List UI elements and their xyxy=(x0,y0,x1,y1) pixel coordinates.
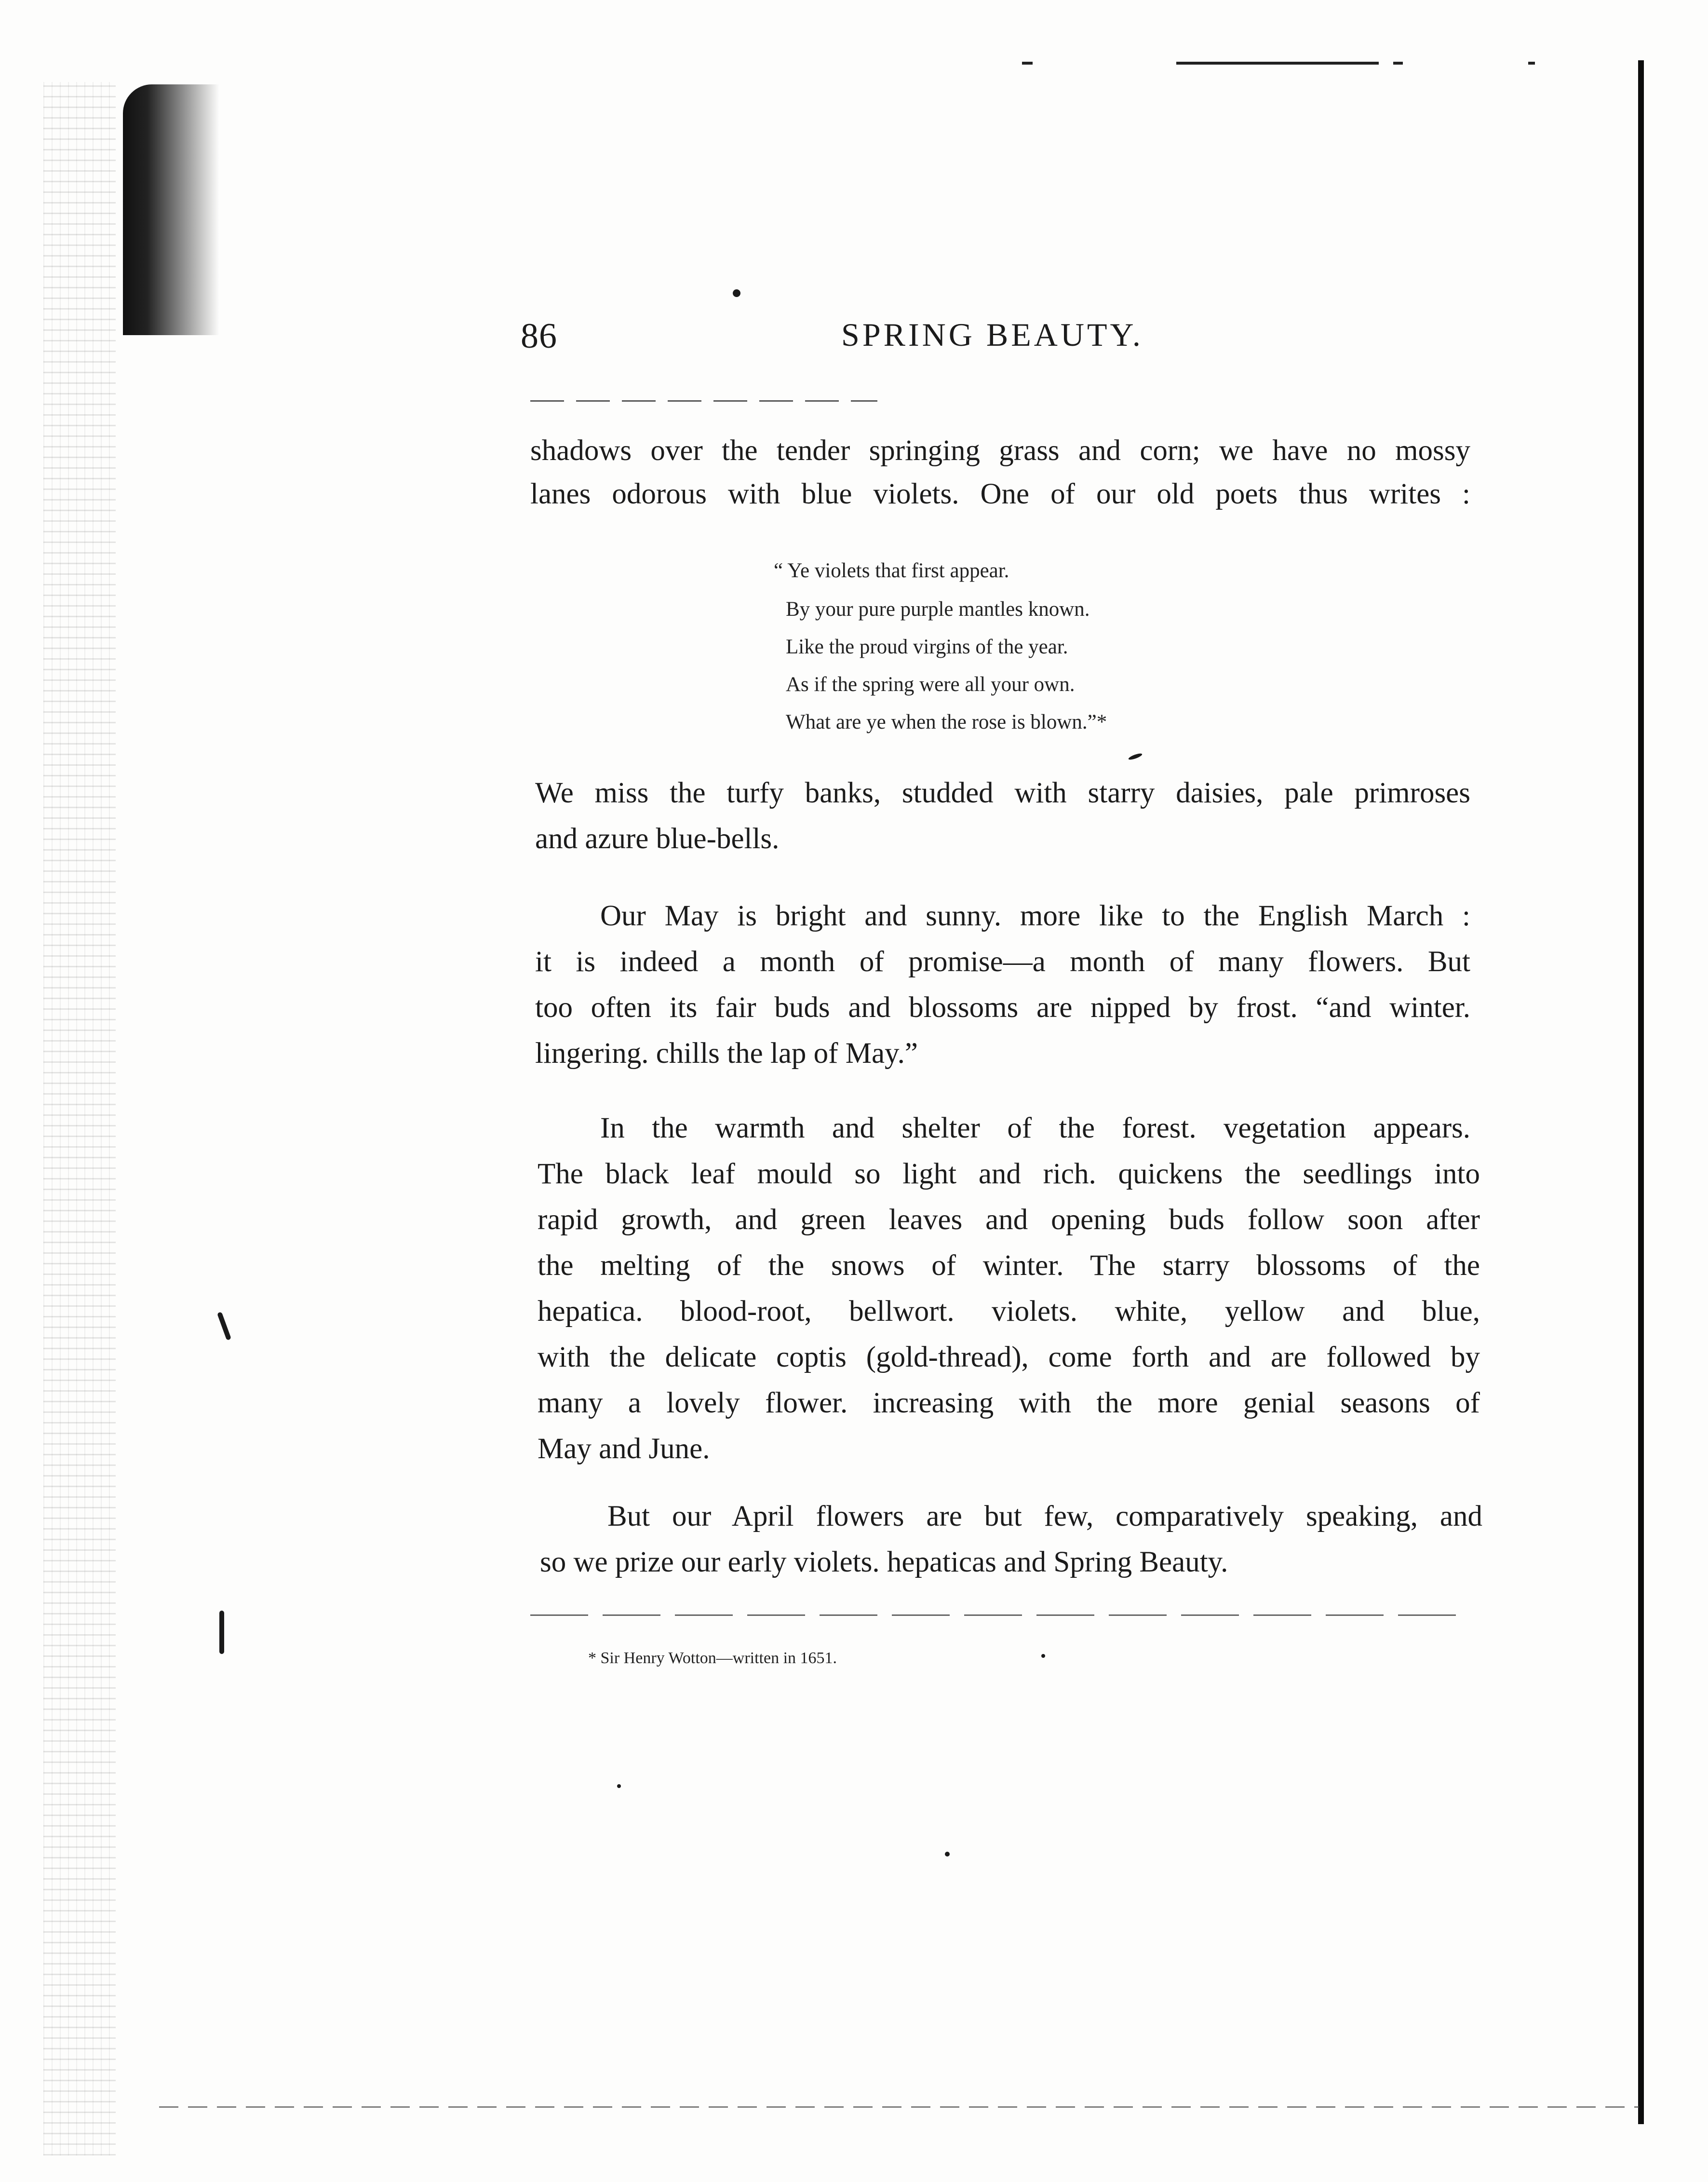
body-line: In the warmth and shelter of the forest. vegetation appears. xyxy=(600,1112,1470,1144)
body-line: lingering. chills the lap of May.” xyxy=(535,1037,918,1070)
body-line: The black leaf mould so light and rich. quickens the seedlings into xyxy=(538,1158,1480,1190)
verse-line: By your pure purple mantles known. xyxy=(786,598,1090,621)
body-line: But our April flowers are but few, comparatively speaking, and xyxy=(607,1500,1482,1532)
bottom-edge-mark xyxy=(159,2106,1639,2108)
speck xyxy=(945,1852,950,1857)
speck xyxy=(617,1784,621,1788)
body-line: it is indeed a month of promise—a month of many flowers. But xyxy=(535,946,1470,978)
body-line: with the delicate coptis (gold-thread), come forth and are followed by xyxy=(538,1341,1480,1373)
body-line: the melting of the snows of winter. The starry blossoms of the xyxy=(538,1249,1480,1282)
binding-shadow xyxy=(123,84,219,335)
speck xyxy=(733,289,740,297)
speck xyxy=(217,1312,231,1341)
header-rule xyxy=(530,400,877,402)
running-title: SPRING BEAUTY. xyxy=(841,316,1143,353)
top-edge-mark xyxy=(1393,62,1403,65)
body-line: too often its fair buds and blossoms are nipped by frost. “and winter. xyxy=(535,991,1470,1024)
body-line: many a lovely flower. increasing with the more genial seasons of xyxy=(538,1387,1480,1419)
speck xyxy=(1041,1654,1045,1658)
verse-line: Like the proud virgins of the year. xyxy=(786,636,1068,658)
body-line: hepatica. blood-root, bellwort. violets. white, yellow and blue, xyxy=(538,1295,1480,1328)
body-line: and azure blue-bells. xyxy=(535,823,780,855)
page-number: 86 xyxy=(521,316,557,356)
footnote: * Sir Henry Wotton—written in 1651. xyxy=(588,1649,837,1667)
verse-line: As if the spring were all your own. xyxy=(786,673,1075,696)
body-line: We miss the turfy banks, studded with starry daisies, pale primroses xyxy=(535,777,1470,809)
speck xyxy=(219,1611,224,1654)
speck xyxy=(1128,752,1143,761)
body-line: rapid growth, and green leaves and opening buds follow soon after xyxy=(538,1204,1480,1236)
body-line: shadows over the tender springing grass and corn; we have no mossy xyxy=(530,434,1470,467)
left-margin-scan-noise xyxy=(43,82,116,2155)
body-line: May and June. xyxy=(538,1433,710,1465)
body-line: Our May is bright and sunny. more like to the English March : xyxy=(600,900,1470,932)
body-line: so we prize our early violets. hepaticas and Spring Beauty. xyxy=(540,1546,1228,1578)
top-edge-mark xyxy=(1176,62,1379,65)
verse-line: What are ye when the rose is blown.”* xyxy=(786,711,1107,733)
right-page-edge xyxy=(1638,60,1644,2124)
top-edge-mark xyxy=(1022,62,1033,65)
top-edge-mark xyxy=(1528,62,1535,65)
verse-line: “ Ye violets that first appear. xyxy=(774,559,1009,582)
body-line: lanes odorous with blue violets. One of our old poets thus writes : xyxy=(530,478,1470,510)
footnote-rule xyxy=(530,1614,1470,1616)
